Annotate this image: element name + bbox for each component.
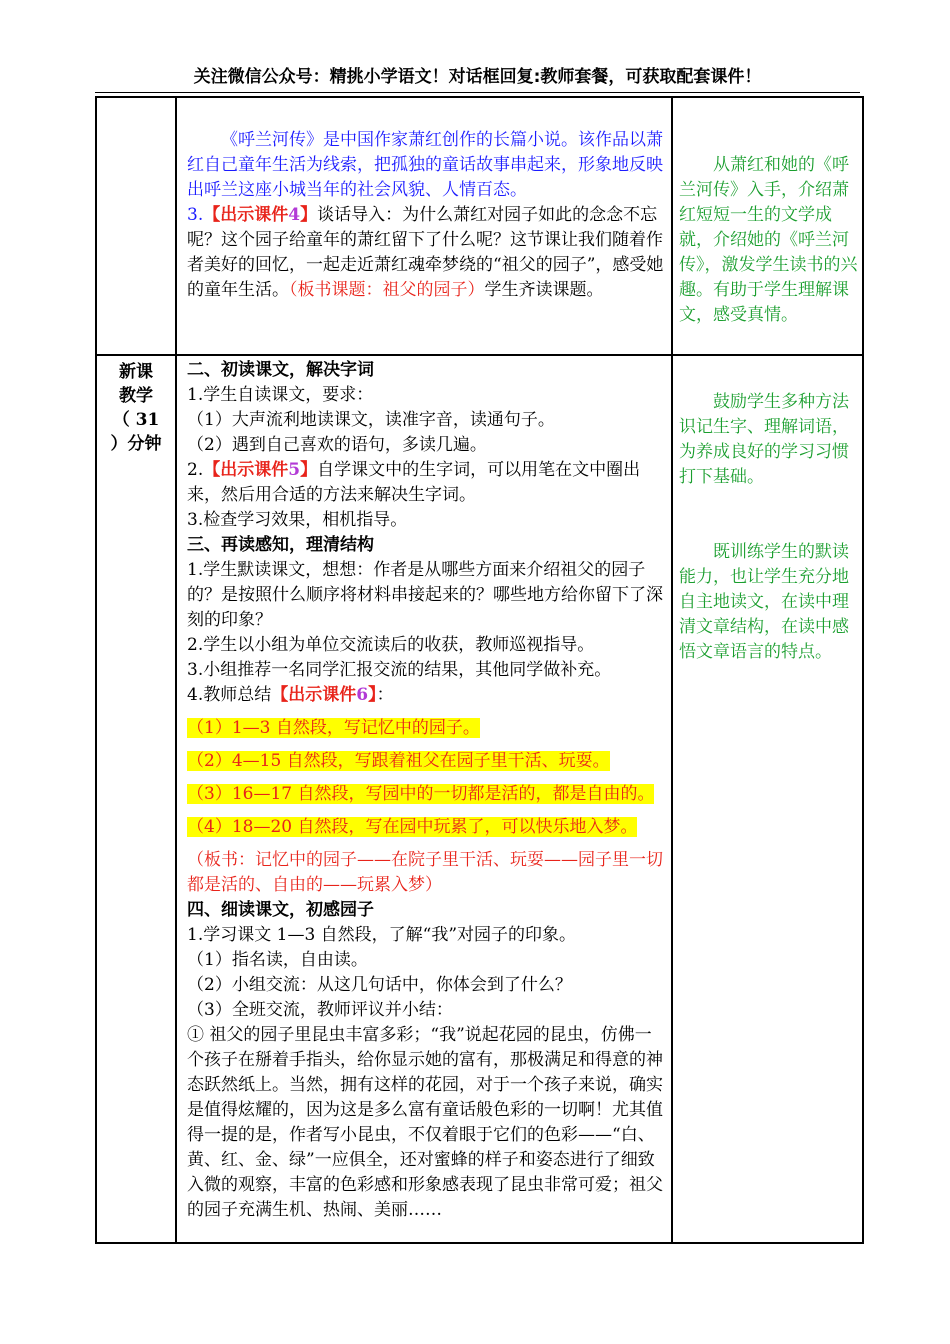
- note-cell: [672, 97, 863, 355]
- section-heading: 三、再读感知，理清结构: [187, 535, 374, 555]
- board-note: （板书课题：祖父的园子）: [289, 280, 485, 300]
- stage-label: （ 31: [112, 410, 160, 430]
- highlighted-summary: （4）18—20 自然段，写在园中玩累了，可以快乐地入梦。: [187, 817, 638, 837]
- note-cell: [672, 355, 863, 1243]
- step-text: ：: [376, 685, 394, 705]
- courseware-number: 5: [288, 460, 301, 480]
- content-cell: [176, 355, 672, 1243]
- intro-paragraph: 《呼兰河传》是中国作家萧红创作的长篇小说。该作品以萧红自己童年生活为线索，把孤独的童话故事串起来，形象地反映出呼兰这座小城当年的社会风貌、人情百态。: [187, 130, 663, 200]
- list-item: （2）遇到自己喜欢的语句，多读几遍。: [187, 435, 487, 455]
- step-text: 谈话导入：为什么萧红对园子如此的念念不忘呢？这个园子给童年的萧红留下了什么呢？这节课让我们随着作者美好的回忆，一起走近萧红魂牵梦绕的“祖父的园子”，感受她的童年生活。: [187, 205, 664, 300]
- design-note: 既训练学生的默读能力，也让学生充分地自主地读文，在读中理清文章结构，在读中感悟文章语言的特点。: [679, 542, 849, 662]
- list-item: 3.检查学习效果，相机指导。: [187, 510, 408, 530]
- design-note: 从萧红和她的《呼兰河传》入手，介绍萧红短短一生的文学成就，介绍她的《呼兰河传》，激发学生读书的兴趣。有助于学生理解课文，感受真情。: [679, 155, 858, 325]
- list-item: [187, 458, 667, 508]
- highlighted-summary: （1）1—3 自然段，写记忆中的园子。: [187, 718, 480, 738]
- list-item: 1.学生自读课文，要求：: [187, 385, 374, 405]
- table-row: [96, 97, 863, 355]
- content-cell: [176, 97, 672, 355]
- stage-label: 教学: [119, 386, 153, 406]
- list-item: 2.学生以小组为单位交流读后的收获，教师巡视指导。: [187, 635, 595, 655]
- step-3: [187, 203, 667, 303]
- step-number: 3.: [187, 205, 204, 225]
- stage-cell: [96, 97, 176, 355]
- step-number: 2.: [187, 460, 204, 480]
- step-text: 4.教师总结: [187, 685, 272, 705]
- stage-label: ）分钟: [110, 434, 162, 454]
- list-item: 1.学生默读课文，想想：作者是从哪些方面来介绍祖父的园子的？是按照什么顺序将材料串接起来的？哪些地方给你留下了深刻的印象？: [187, 560, 663, 630]
- courseware-tag-close: 】: [300, 460, 318, 480]
- step-text-end: 学生齐读课题。: [484, 280, 604, 300]
- courseware-tag: 【出示课件: [271, 685, 357, 705]
- summary-paragraph: ① 祖父的园子里昆虫丰富多彩；“我”说起花园的昆虫，仿佛一个孩子在掰着手指头，给你显示她的富有，那极满足和得意的神态跃然纸上。当然，拥有这样的花园，对于一个孩子来说，确实是值得炫耀的，因为这是多么富有童话般色彩的一切啊！尤其值得一提的是，作者写小昆虫，不仅着眼于它们的色彩——“白、黄、红、金、绿”一应俱全，还对蜜蜂的样子和姿态进行了细致入微的观察，丰富的色彩感和形象感表现了昆虫非常可爱；祖父的园子充满生机、热闹、美丽……: [187, 1025, 663, 1220]
- list-item: （1）大声流利地读课文，读准字音，读通句子。: [187, 410, 555, 430]
- courseware-tag-close: 】: [368, 685, 377, 705]
- courseware-tag: 【出示课件: [203, 460, 289, 480]
- section-heading: 四、细读课文，初感园子: [187, 900, 374, 920]
- stage-label: 新课: [119, 362, 153, 382]
- highlighted-summary: （2）4—15 自然段，写跟着祖父在园子里干活、玩耍。: [187, 751, 610, 771]
- list-item: （3）全班交流，教师评议并小结：: [187, 1000, 453, 1020]
- table-row: [96, 355, 863, 1243]
- courseware-tag: 【出示课件: [203, 205, 289, 225]
- list-item: 1.学习课文 1—3 自然段，了解“我”对园子的印象。: [187, 925, 577, 945]
- list-item: 3.小组推荐一名同学汇报交流的结果，其他同学做补充。: [187, 660, 612, 680]
- courseware-tag-close: 】: [300, 205, 318, 225]
- list-item: （2）小组交流：从这几句话中，你体会到了什么？: [187, 975, 572, 995]
- board-note: （板书：记忆中的园子——在院子里干活、玩耍——园子里一切都是活的、自由的——玩累入梦）: [187, 850, 663, 895]
- header-divider: [95, 92, 860, 93]
- courseware-number: 6: [356, 685, 369, 705]
- list-item: [187, 683, 667, 708]
- page-header: 关注微信公众号：精挑小学语文！对话框回复:教师套餐，可获取配套课件！: [193, 67, 762, 87]
- stage-cell: [96, 355, 176, 1243]
- lesson-plan-table: [95, 96, 864, 1244]
- section-heading: 二、初读课文，解决字词: [187, 360, 374, 380]
- highlighted-summary: （3）16—17 自然段，写园中的一切都是活的，都是自由的。: [187, 784, 655, 804]
- courseware-number: 4: [288, 205, 301, 225]
- list-item: （1）指名读，自由读。: [187, 950, 368, 970]
- design-note: 鼓励学生多种方法识记生字、理解词语，为养成良好的学习习惯打下基础。: [679, 392, 849, 487]
- step-text: 自学课文中的生字词，可以用笔在文中圈出来，然后用合适的方法来解决生字词。: [187, 460, 641, 505]
